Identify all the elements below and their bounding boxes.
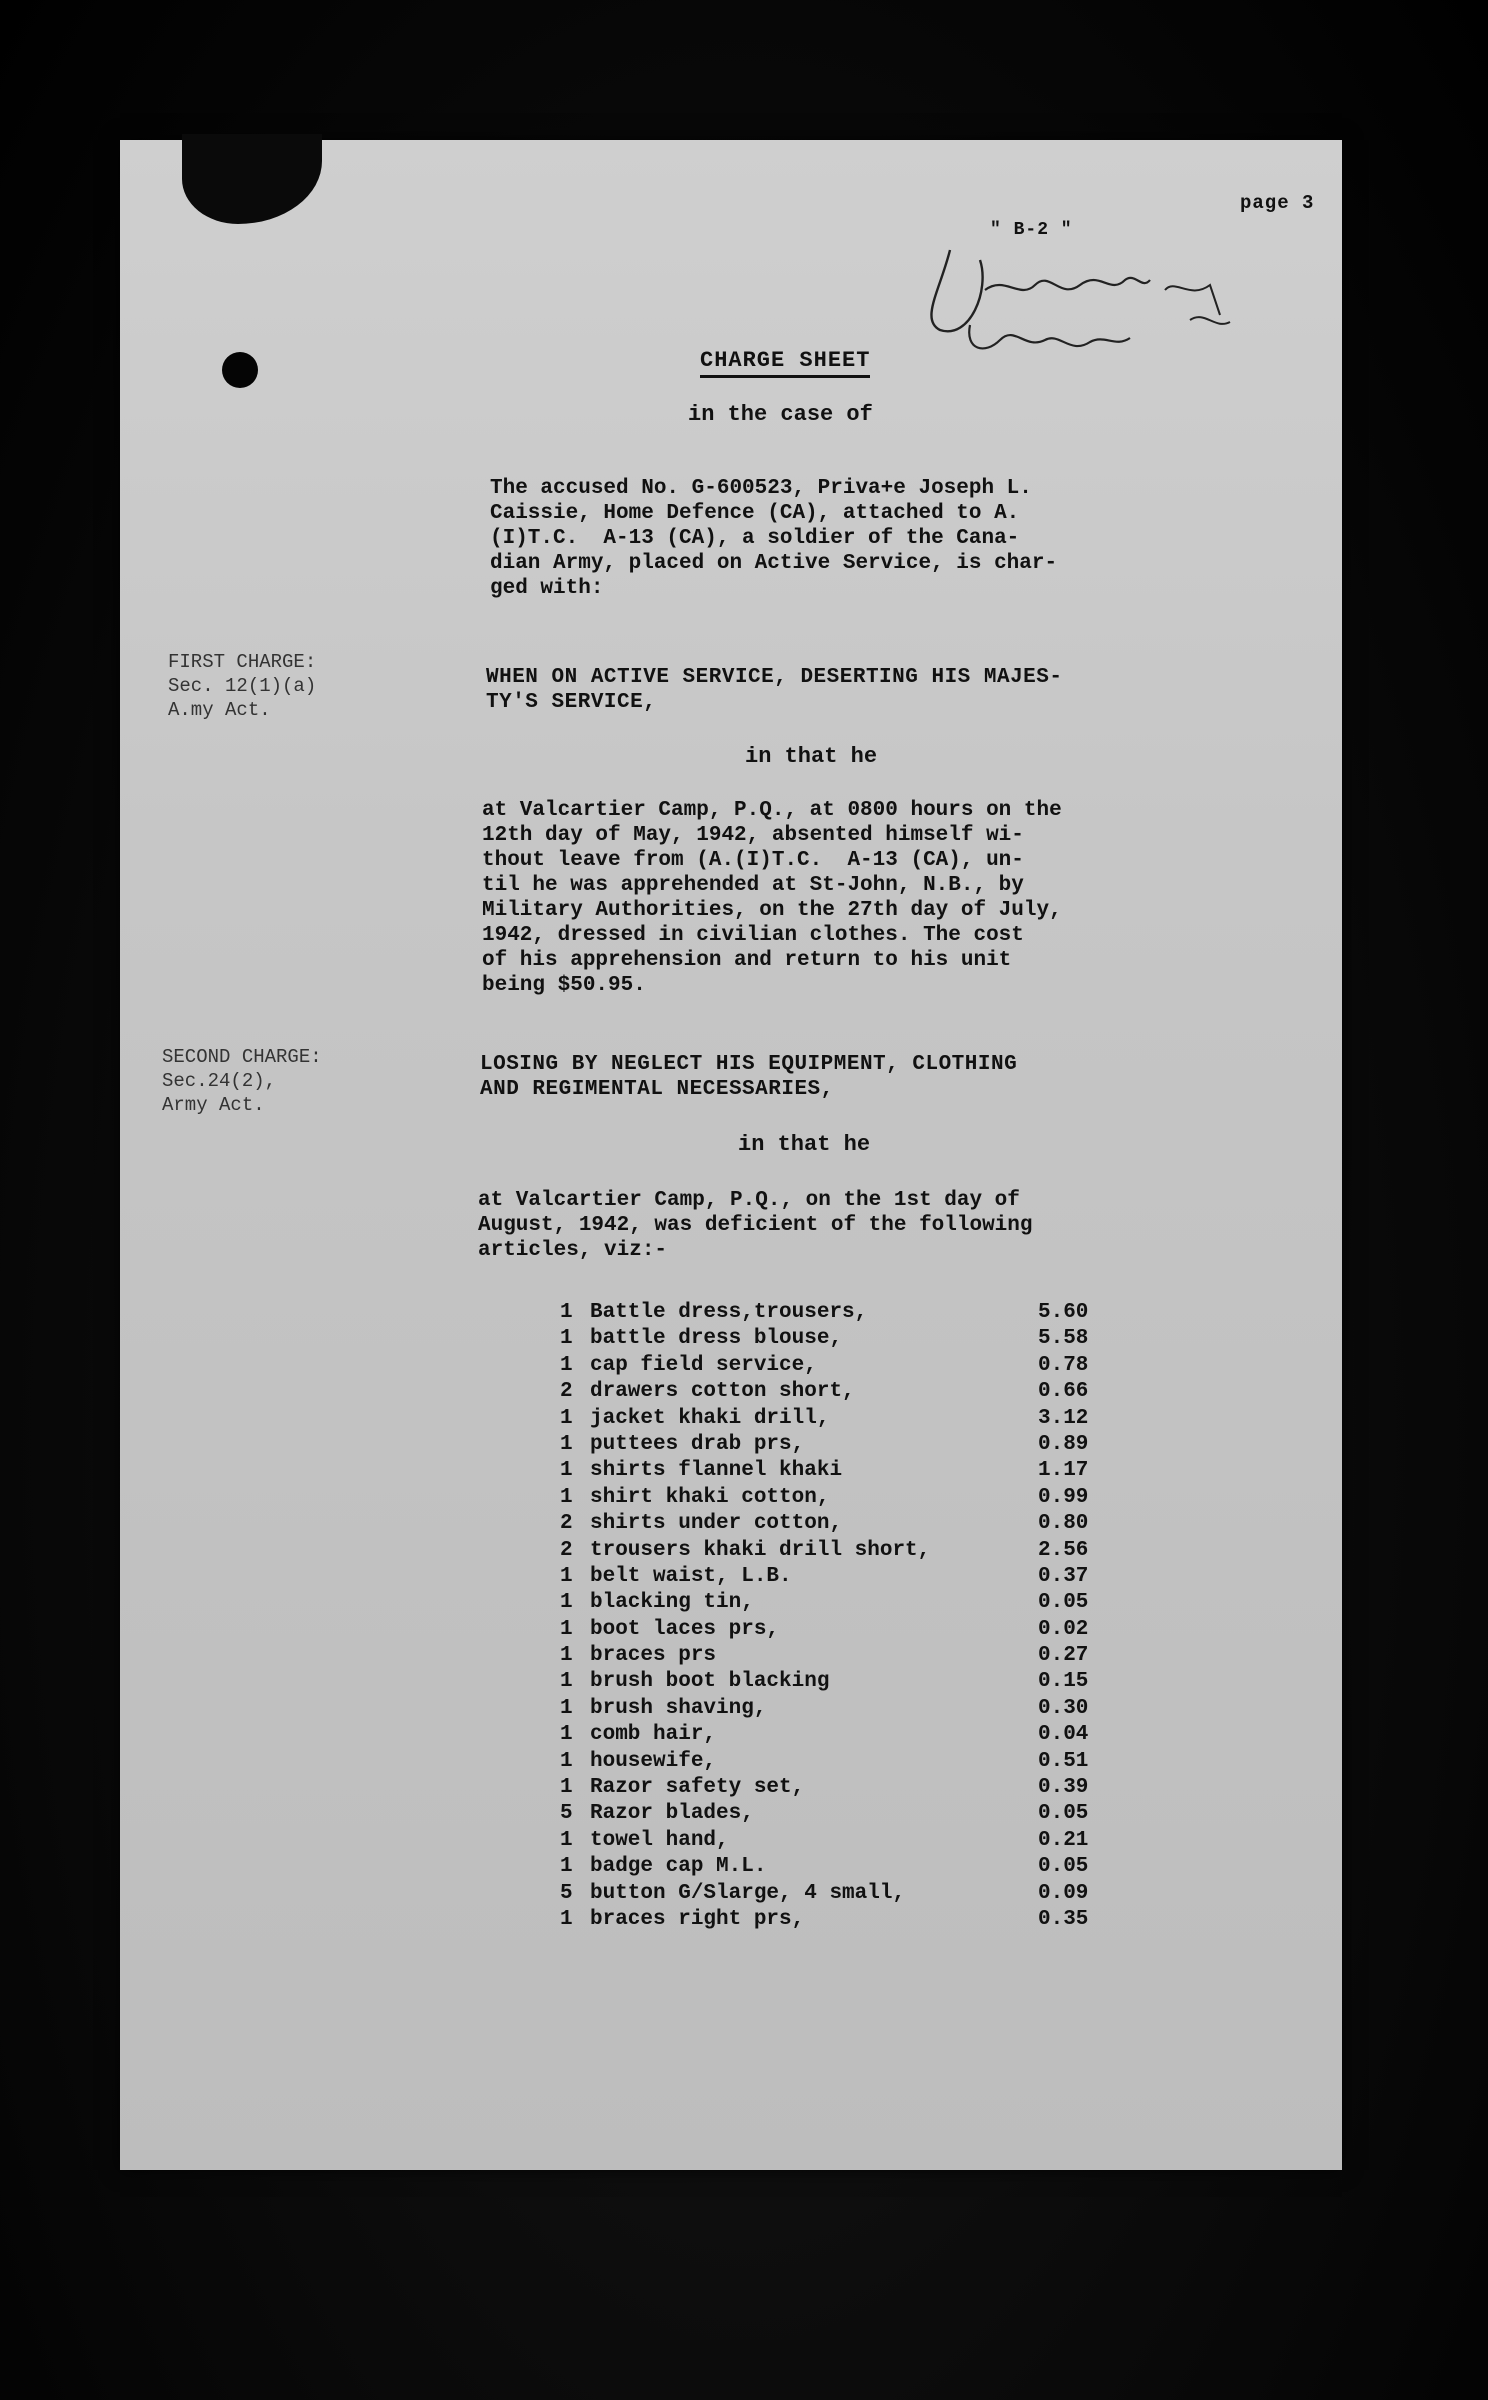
item-quantity: 1 [560, 1776, 573, 1800]
list-item [560, 1511, 1260, 1537]
item-quantity: 5 [560, 1802, 573, 1826]
item-quantity: 5 [560, 1881, 573, 1905]
item-description: jacket khaki drill, [590, 1406, 830, 1430]
item-description: housewife, [590, 1749, 717, 1773]
item-description: belt waist, L.B. [590, 1564, 792, 1588]
punch-hole [222, 352, 258, 388]
item-description: Battle dress,trousers, [590, 1301, 868, 1324]
item-price: 0.05 [1038, 1591, 1089, 1615]
item-price: 0.37 [1038, 1564, 1089, 1588]
item-price: 0.39 [1038, 1776, 1089, 1800]
item-price: 0.21 [1038, 1828, 1089, 1852]
document-title: CHARGE SHEET [700, 348, 870, 378]
item-description: drawers cotton short, [590, 1380, 855, 1404]
item-quantity: 1 [560, 1485, 573, 1509]
list-item [560, 1353, 1260, 1379]
item-quantity: 2 [560, 1380, 573, 1404]
item-quantity: 1 [560, 1670, 573, 1694]
list-item [560, 1828, 1260, 1854]
list-item [560, 1617, 1260, 1643]
item-description: shirts under cotton, [590, 1512, 843, 1536]
document-page [120, 140, 1342, 2170]
item-price: 0.27 [1038, 1644, 1089, 1668]
list-item [560, 1669, 1260, 1695]
item-price: 0.15 [1038, 1670, 1089, 1694]
list-item [560, 1722, 1260, 1748]
item-price: 1.17 [1038, 1459, 1089, 1483]
accused-paragraph: The accused No. G-600523, Priva+e Joseph L. Caissie, Home Defence (CA), attached to A. (I)T.C. A-13 (CA), a soldier of the Cana- dian Army, placed on Active Service, is char- ged with: [490, 477, 1058, 600]
first-charge-body: at Valcartier Camp, P.Q., at 0800 hours on the 12th day of May, 1942, absented himself wi- thout leave from (A.(I)T.C. A-13 (CA), un- til he was apprehended at St-John, N.B., by Military Authorities, on the 27th day of July, 1942, dressed in civilian clothes. The cost of his apprehension and return to his unit being $50.95. [482, 799, 1062, 997]
second-charge-body: at Valcartier Camp, P.Q., on the 1st day of August, 1942, was deficient of the following articles, viz:- [478, 1189, 1033, 1262]
item-price: 0.99 [1038, 1485, 1089, 1509]
item-description: trousers khaki drill short, [590, 1538, 931, 1562]
item-description: comb hair, [590, 1723, 717, 1747]
item-price: 0.30 [1038, 1696, 1089, 1720]
second-charge-margin-note: SECOND CHARGE: Sec.24(2), Army Act. [162, 1046, 322, 1116]
item-quantity: 1 [560, 1432, 573, 1456]
item-quantity: 1 [560, 1617, 573, 1641]
item-description: Razor safety set, [590, 1776, 805, 1800]
item-description: badge cap M.L. [590, 1855, 767, 1879]
item-price: 0.09 [1038, 1881, 1089, 1905]
item-description: cap field service, [590, 1353, 817, 1377]
item-price: 0.05 [1038, 1855, 1089, 1879]
page-number: page 3 [1240, 192, 1315, 214]
first-charge-in-that: in that he [745, 744, 878, 769]
item-quantity: 2 [560, 1512, 573, 1536]
item-quantity: 1 [560, 1907, 573, 1931]
item-description: blacking tin, [590, 1591, 754, 1615]
list-item [560, 1881, 1260, 1907]
item-quantity: 1 [560, 1696, 573, 1720]
item-price: 0.05 [1038, 1802, 1089, 1826]
item-price: 0.78 [1038, 1353, 1089, 1377]
first-charge-heading: WHEN ON ACTIVE SERVICE, DESERTING HIS MAJES- TY'S SERVICE, [486, 666, 1063, 714]
list-item [560, 1326, 1260, 1352]
item-description: boot laces prs, [590, 1617, 780, 1641]
item-description: braces prs [590, 1644, 717, 1668]
item-description: shirts flannel khaki [590, 1459, 843, 1483]
reference-mark: " B-2 " [990, 220, 1073, 240]
list-item [560, 1538, 1260, 1564]
item-price: 5.58 [1038, 1327, 1089, 1351]
item-description: battle dress blouse, [590, 1327, 843, 1351]
item-price: 0.89 [1038, 1432, 1089, 1456]
item-quantity: 1 [560, 1723, 573, 1747]
item-quantity: 1 [560, 1406, 573, 1430]
item-price: 5.60 [1038, 1301, 1089, 1324]
item-price: 2.56 [1038, 1538, 1089, 1562]
list-item [560, 1775, 1260, 1801]
item-quantity: 1 [560, 1591, 573, 1615]
list-item [560, 1406, 1260, 1432]
torn-corner [182, 134, 322, 224]
item-price: 0.35 [1038, 1907, 1089, 1931]
document-subtitle: in the case of [688, 402, 873, 427]
list-item [560, 1485, 1260, 1511]
item-price: 3.12 [1038, 1406, 1089, 1430]
deficient-articles-list [560, 1300, 1260, 1933]
list-item [560, 1458, 1260, 1484]
list-item [560, 1907, 1260, 1933]
handwritten-signature [910, 230, 1240, 370]
list-item [560, 1749, 1260, 1775]
list-item [560, 1696, 1260, 1722]
item-description: towel hand, [590, 1828, 729, 1852]
item-quantity: 1 [560, 1327, 573, 1351]
item-price: 0.04 [1038, 1723, 1089, 1747]
list-item [560, 1564, 1260, 1590]
item-price: 0.02 [1038, 1617, 1089, 1641]
item-quantity: 1 [560, 1459, 573, 1483]
list-item [560, 1643, 1260, 1669]
item-price: 0.66 [1038, 1380, 1089, 1404]
list-item [560, 1379, 1260, 1405]
list-item [560, 1300, 1260, 1326]
item-description: shirt khaki cotton, [590, 1485, 830, 1509]
item-quantity: 1 [560, 1301, 573, 1324]
item-description: puttees drab prs, [590, 1432, 805, 1456]
list-item [560, 1432, 1260, 1458]
item-description: brush shaving, [590, 1696, 767, 1720]
item-quantity: 1 [560, 1353, 573, 1377]
item-quantity: 1 [560, 1564, 573, 1588]
list-item [560, 1801, 1260, 1827]
item-description: Razor blades, [590, 1802, 754, 1826]
item-quantity: 1 [560, 1828, 573, 1852]
item-description: button G/Slarge, 4 small, [590, 1881, 906, 1905]
item-quantity: 1 [560, 1644, 573, 1668]
second-charge-heading: LOSING BY NEGLECT HIS EQUIPMENT, CLOTHING AND REGIMENTAL NECESSARIES, [480, 1053, 1018, 1101]
first-charge-margin-note: FIRST CHARGE: Sec. 12(1)(a) A.my Act. [168, 651, 317, 721]
list-item [560, 1854, 1260, 1880]
item-quantity: 1 [560, 1855, 573, 1879]
list-item [560, 1590, 1260, 1616]
item-description: brush boot blacking [590, 1670, 830, 1694]
second-charge-in-that: in that he [738, 1132, 871, 1157]
item-quantity: 2 [560, 1538, 573, 1562]
item-price: 0.51 [1038, 1749, 1089, 1773]
item-description: braces right prs, [590, 1907, 805, 1931]
item-price: 0.80 [1038, 1512, 1089, 1536]
item-quantity: 1 [560, 1749, 573, 1773]
